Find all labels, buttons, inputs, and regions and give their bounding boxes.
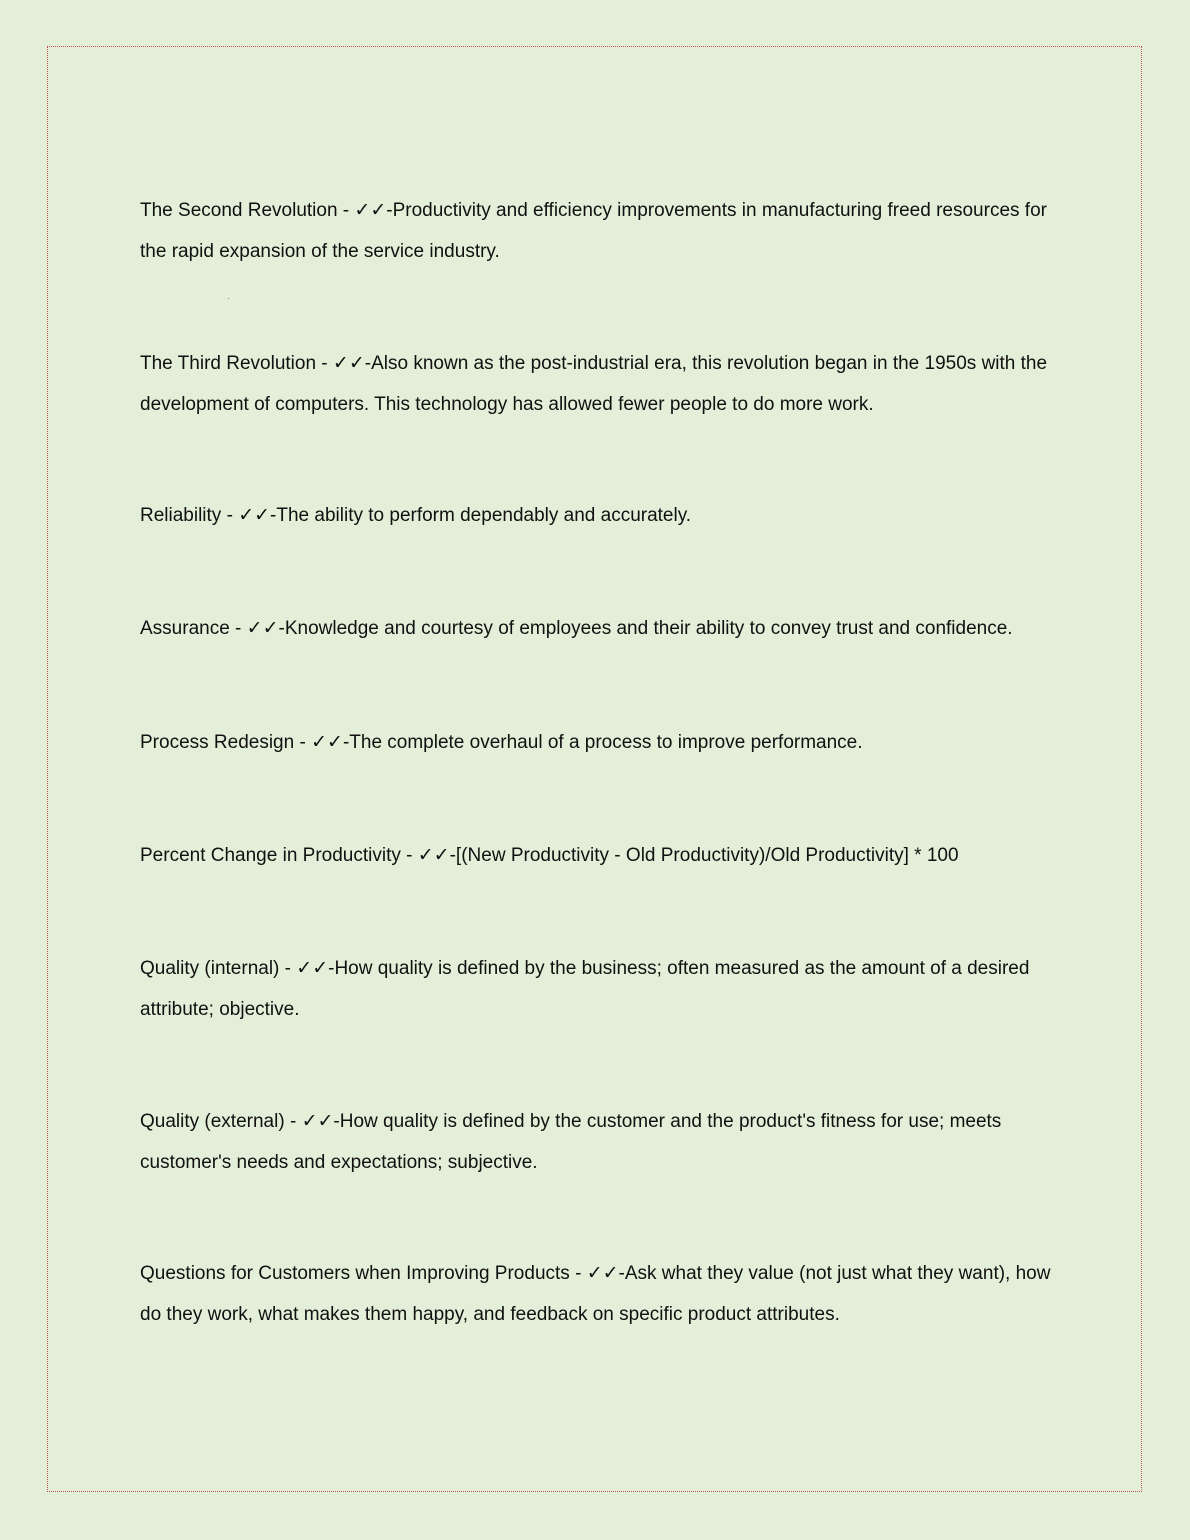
entry-definition: -Knowledge and courtesy of employees and their ability to convey trust and confidence. [278,618,1013,639]
entry-third-revolution: The Third Revolution - ✓✓-Also known as the post-industrial era, this revolution began in the 1950s with the development of computers. This technology has allowed fewer people to do more work. [140,352,1048,415]
double-check-icon: ✓✓ [246,617,279,639]
entry-assurance: Assurance - ✓✓-Knowledge and courtesy of employees and their ability to convey trust and confidence. [140,617,1013,639]
entry-second-revolution: The Second Revolution - ✓✓-Productivity and efficiency improvements in manufacturing freed resources for the rapid expansion of the service industry. [140,199,1047,262]
entry-definition: -The ability to perform dependably and accurately. [270,505,692,526]
entry-term: Percent Change in Productivity [140,845,401,866]
double-check-icon: ✓✓ [354,199,387,221]
double-check-icon: ✓✓ [238,504,271,526]
entry-term: Reliability [140,505,222,526]
entry-process-redesign: Process Redesign - ✓✓-The complete overhaul of a process to improve performance. [140,731,863,753]
entry-term: Assurance [140,618,230,639]
entry-percent-change-productivity: Percent Change in Productivity - ✓✓-[(New Productivity - Old Productivity)/Old Productivity] * 100 [140,844,959,866]
entry-term: Quality (external) [140,1111,285,1132]
entry-definition: -How quality is defined by the customer and the product's fitness for use; meets customer's needs and expectations; subjective. [140,1111,1002,1173]
entry-definition: -Productivity and efficiency improvements in manufacturing freed resources for the rapid expansion of the service industry. [140,200,1047,262]
entry-term: The Second Revolution [140,200,338,221]
double-check-icon: ✓✓ [311,731,343,753]
entry-quality-external: Quality (external) - ✓✓-How quality is defined by the customer and the product's fitness for use; meets customer's needs and expectations; subjective. [140,1110,1002,1173]
entry-definition: -Also known as the post-industrial era, this revolution began in the 1950s with the development of computers. This technology has allowed fewer people to do more work. [140,353,1048,415]
entry-term: The Third Revolution [140,353,317,374]
double-check-icon: ✓✓ [296,957,329,979]
entry-definition: -The complete overhaul of a process to improve performance. [342,732,863,753]
entry-term: Process Redesign [140,732,295,753]
entry-questions-for-customers: Questions for Customers when Improving Products - ✓✓-Ask what they value (not just what they want), how do they work, what makes them happy, and feedback on specific product attributes. [140,1262,1051,1325]
double-check-icon: ✓✓ [301,1110,334,1132]
entry-term: Quality (internal) [140,958,280,979]
entry-quality-internal: Quality (internal) - ✓✓-How quality is defined by the business; often measured as the amount of a desired attribute; objective. [140,957,1030,1020]
entry-definition: -How quality is defined by the business; often measured as the amount of a desired attribute; objective. [140,958,1030,1020]
double-check-icon: ✓✓ [332,352,365,374]
double-check-icon: ✓✓ [586,1262,619,1284]
entry-definition: -Ask what they value (not just what they want), how do they work, what makes them happy, and feedback on specific product attributes. [140,1263,1051,1325]
entry-reliability: Reliability - ✓✓-The ability to perform dependably and accurately. [140,504,692,526]
stray-mark [228,298,229,299]
double-check-icon: ✓✓ [417,844,450,866]
entry-definition: -[(New Productivity - Old Productivity)/Old Productivity] * 100 [449,845,959,866]
entry-term: Questions for Customers when Improving Products [140,1263,570,1284]
